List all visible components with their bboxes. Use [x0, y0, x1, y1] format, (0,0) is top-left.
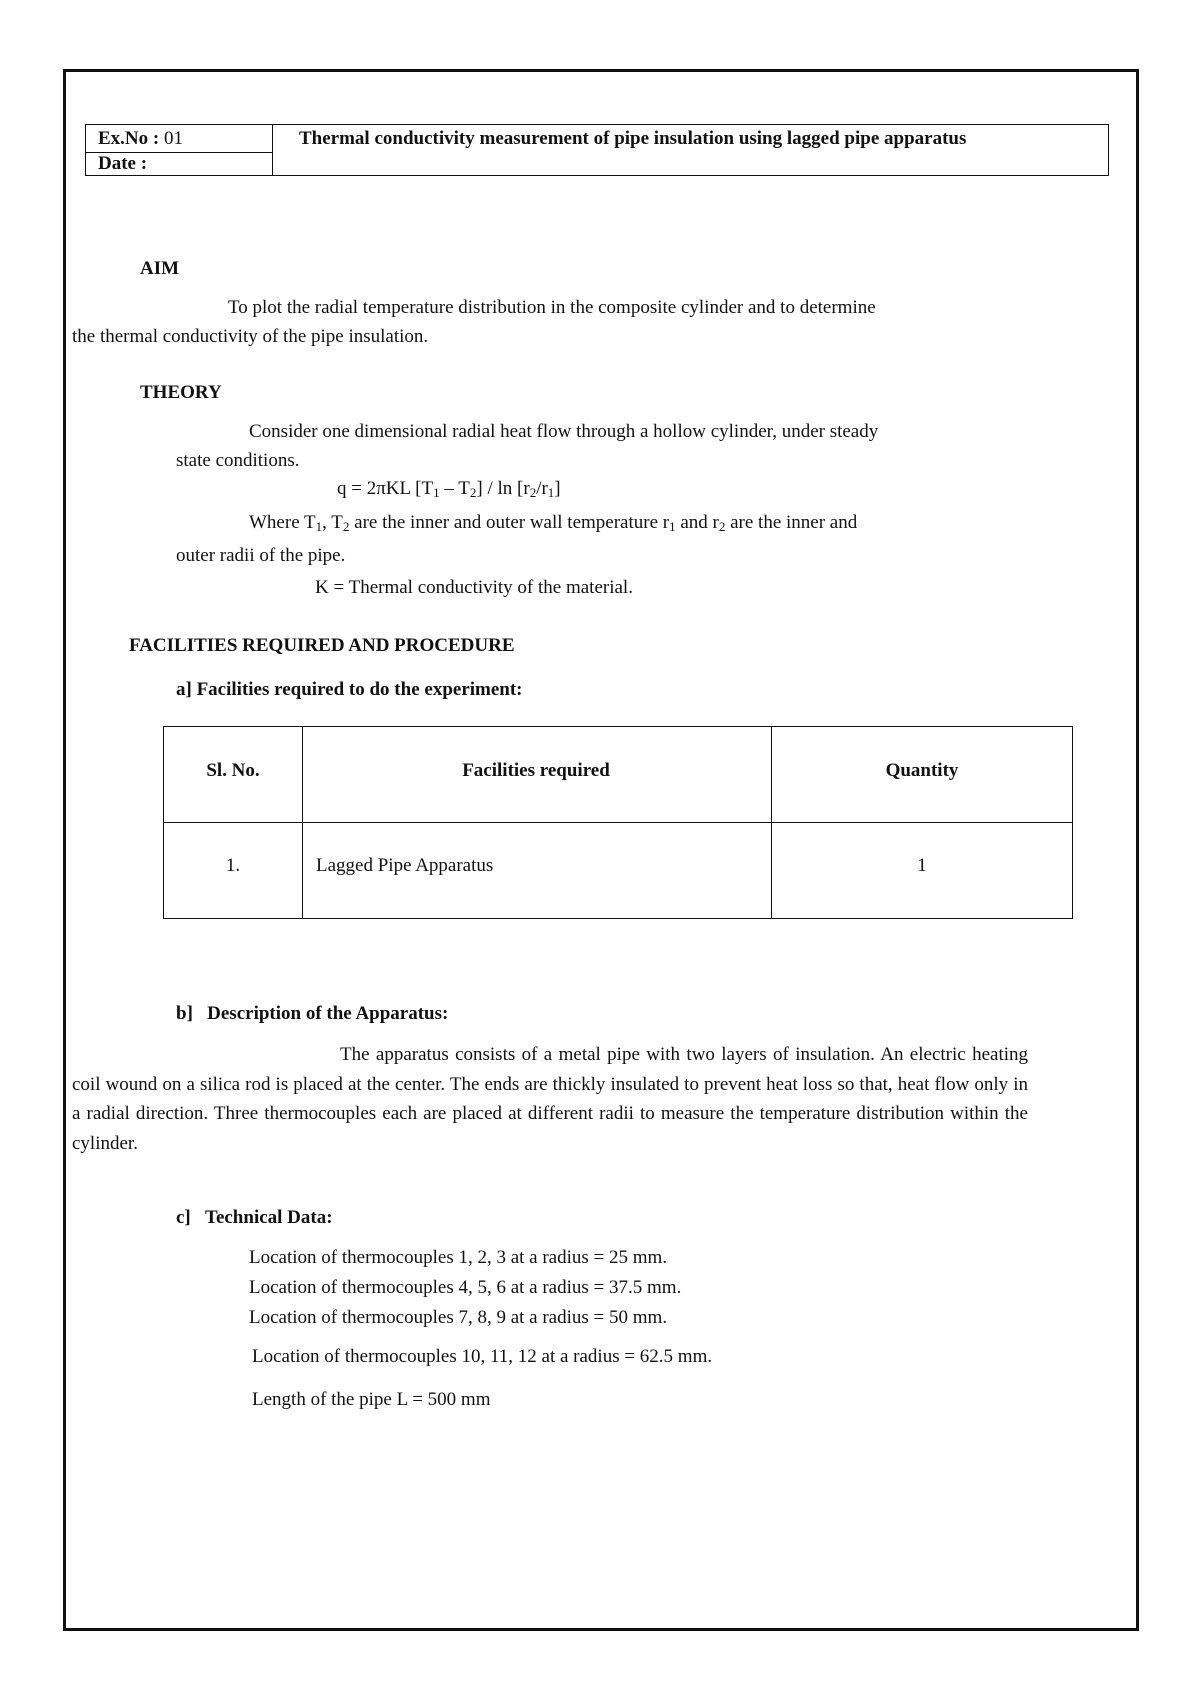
facilities-sub-a: a] Facilities required to do the experiment: [176, 679, 523, 700]
header-table [85, 124, 1109, 176]
table-cell-sl: 1. [225, 855, 241, 876]
aim-line-1: To plot the radial temperature distribution in the composite cylinder and to determine [228, 297, 876, 318]
ex-no: Ex.No : 01 [98, 128, 183, 149]
technical-item: Location of thermocouples 10, 11, 12 at a radius = 62.5 mm. [252, 1346, 713, 1367]
facilities-heading: FACILITIES REQUIRED AND PROCEDURE [129, 635, 515, 656]
table-cell-qty: 1 [917, 855, 927, 876]
table-cell-item: Lagged Pipe Apparatus [316, 855, 494, 876]
experiment-title: Thermal conductivity measurement of pipe insulation using lagged pipe apparatus [299, 128, 967, 149]
theory-line-4: outer radii of the pipe. [176, 545, 346, 566]
description-text: The apparatus consists of a metal pipe with two layers of insulation. An electric heating coil wound on a silica rod is placed at the center. The ends are thickly insulated to prevent heat loss so that, heat flow only in a radial direction. Three thermocouples each are placed at different radii to measure the temperature distribution within the cylinder. [72, 1044, 1028, 1154]
theory-where-line: Where $T_1$, $T_2$ are the inner and outer wall temperature $r_1$ and $r_2$ are the inner and [249, 512, 858, 534]
theory-line-2: state conditions. [176, 450, 300, 471]
description-heading: b] Description of the Apparatus: [176, 1003, 449, 1024]
aim-line-2: the thermal conductivity of the pipe insulation. [72, 326, 429, 347]
aim-heading: AIM [140, 258, 180, 279]
technical-heading: c] Technical Data: [176, 1207, 333, 1228]
table-header-sl: Sl. No. [206, 760, 260, 781]
table-header-quantity: Quantity [885, 760, 959, 781]
theory-line-1: Consider one dimensional radial heat flow through a hollow cylinder, under steady [249, 421, 879, 442]
technical-item: Location of thermocouples 4, 5, 6 at a radius = 37.5 mm. [249, 1277, 682, 1298]
k-definition: K = Thermal conductivity of the material. [315, 577, 633, 598]
technical-item: Location of thermocouples 7, 8, 9 at a radius = 50 mm. [249, 1307, 668, 1328]
facilities-table [163, 726, 1073, 919]
heat-flow-formula: q = 2πKL $[T_1 - T_2]$ / $\ln [r_2/r_1]$ [337, 478, 561, 500]
technical-item: Location of thermocouples 1, 2, 3 at a radius = 25 mm. [249, 1247, 668, 1268]
table-header-facilities: Facilities required [462, 760, 610, 781]
date-label: Date : [98, 153, 148, 174]
technical-item: Length of the pipe L = 500 mm [252, 1389, 491, 1410]
theory-heading: THEORY [140, 382, 222, 403]
